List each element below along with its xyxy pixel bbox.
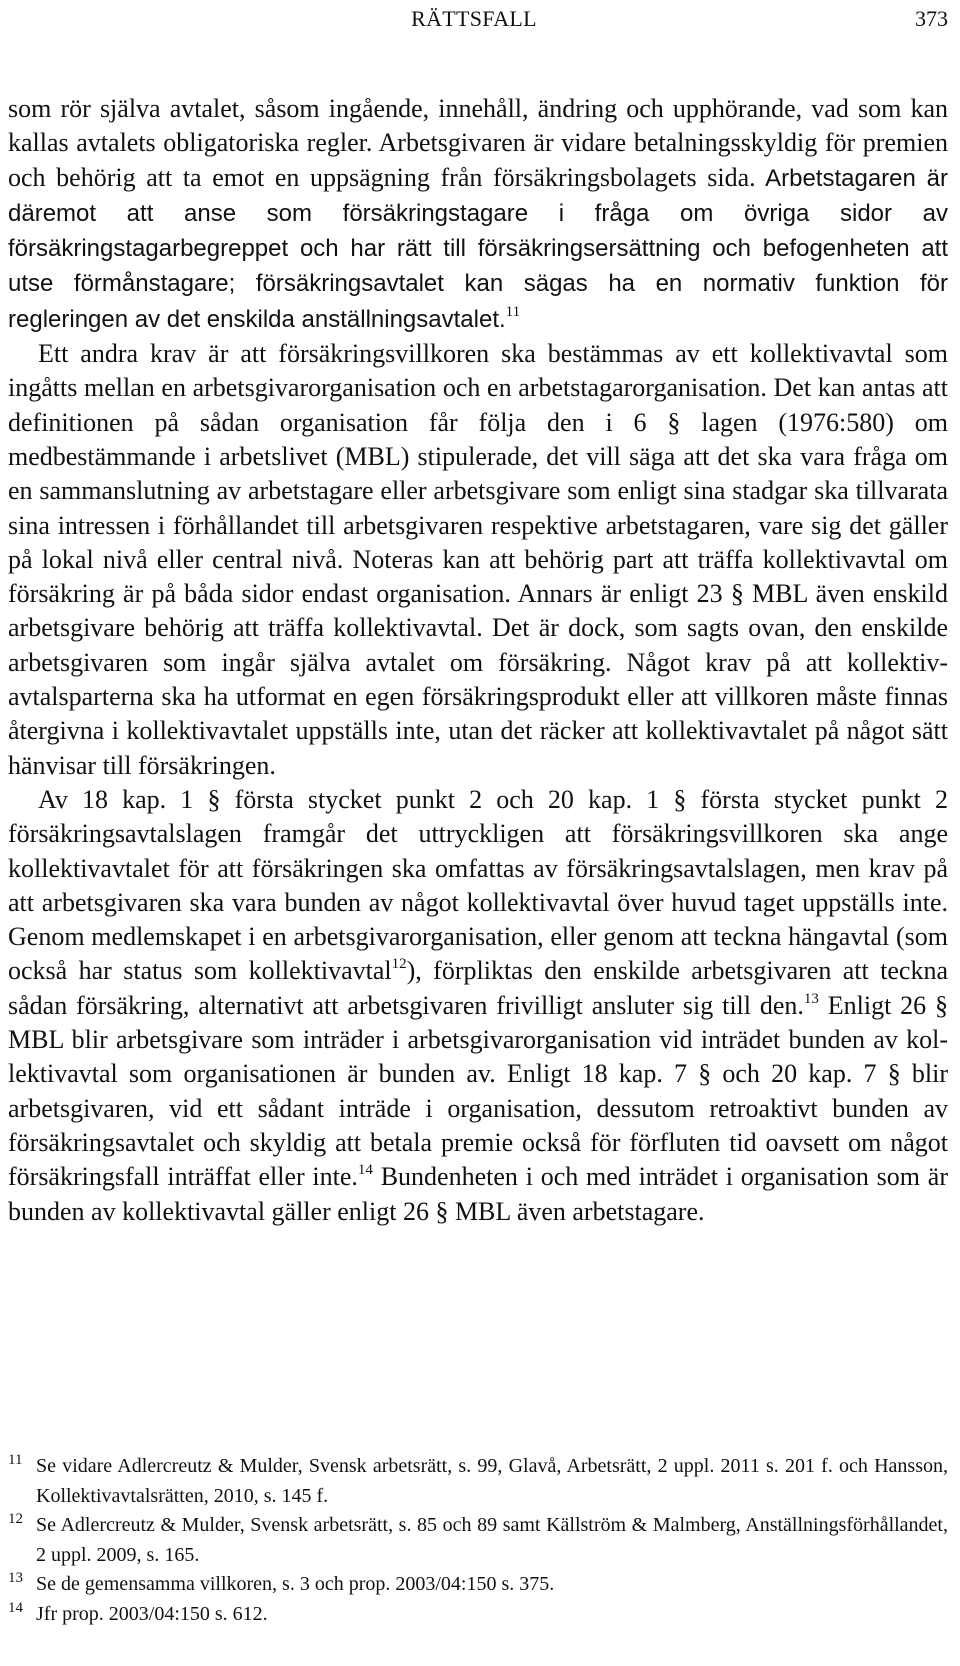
paragraph-3-part-c: Enligt 26 § MBL blir arbetsgivare som inträder i arbetsgivarorganisation vid inträdet bunden av kollektivavtal som organisationen är bunden av. Enligt 18 kap. 7 § och 20 kap. 7 § blir arbetsgivaren, vid ett sådant inträde i organisation, dessutom retroaktivt bunden av försäkringsavtalet och skyldig att betala premie också för förfluten tid oavsett om något försäkringsfall inträffat eller inte. xyxy=(8,990,948,1192)
footnote-number: 11 xyxy=(8,1452,23,1468)
footnote-11 xyxy=(8,1452,948,1511)
footnotes xyxy=(8,1452,948,1629)
paragraph-3-part-b: ), förpliktas den enskilde arbetsgivaren att teckna sådan försäkring, alternativt att arbetsgivaren frivilligt ansluter sig till den. xyxy=(8,956,948,1020)
paragraph-3-part-a: Av 18 kap. 1 § första stycket punkt 2 och 20 kap. 1 § första stycket punkt 2 försäkringsavtalslagen framgår det uttryckligen att försäkringsvillkoren ska ange kollektivavtalet för att försäkringen ska omfattas av försäkringsavtalslagen, men krav på att arbetsgivaren ska vara bunden av något kollektivavtal över huvud taget uppställs inte. Genom medlemskapet i en arbetsgivarorganisation, eller genom att teckna hängavtal (som också har status som kollektivavtal xyxy=(8,784,948,986)
running-header xyxy=(0,4,948,34)
page-number: 373 xyxy=(915,6,948,31)
footnote-12 xyxy=(8,1511,948,1570)
paragraph-2-text: Ett andra krav är att försäkringsvillkoren ska bestämmas av ett kollektivavtal som ingåtts mellan en arbetsgivarorganisation och en arbetstagarorganisation. Det kan antas att definitionen på sådan organisation får följa den i 6 § lagen (1976:580) om medbestämmande i arbetslivet (MBL) stipulerade, det vill säga att det ska vara fråga om en sammanslutning av arbetstagare eller arbetsgivare som enligt sina stadgar ska tillvarata sina intressen i förhållandet till arbetsgivaren respektive arbetstagaren, vare sig det gäller på lokal nivå eller central nivå. Noteras kan att behörig part att träffa kollektivavtal om försäkring är på båda sidor endast organisation. Annars är enligt 23 § MBL även enskild arbetsgivare behörig att träffa kollektivavtal. Det är dock, som sagts ovan, den enskilde arbetsgivaren som ingår själva avtalet om försäkring. Något krav på att kollektivavtalsparterna ska ha utformat en egen försäkringsprodukt eller att villkoren måste finnas återgivna i kollektivavtalet uppställs inte, utan det räcker att kollektivavtalet på något sätt hänvisar till försäkringen. xyxy=(8,339,948,780)
paragraph-3-part-d: Bundenheten i och med inträdet i organisation som är bunden av kollektivavtal gäller enligt 26 § MBL även arbetstagare. xyxy=(8,1162,948,1226)
footnote-number: 12 xyxy=(8,1511,23,1527)
footnote-14 xyxy=(8,1600,948,1630)
footnote-text: Se vidare Adlercreutz & Mulder, Svensk arbetsrätt, s. 99, Glavå, Arbetsrätt, 2 uppl. 2011 s. 201 f. och Hansson, Kollektivavtalsrätten, 2010, s. 145 f. xyxy=(36,1455,948,1507)
footnote-ref-13: 13 xyxy=(803,990,819,1007)
paragraph-1-part-b: Arbetstagaren är däremot att anse som försäkringstagare i fråga om övriga sidor av försäkringstagarbegreppet och har rätt till försäkringsersättning och befogenheten att utse förmånstagare; försäkringsavtalet kan sägas ha en normativ funktion för regleringen av det enskilda anställningsavtalet. xyxy=(8,164,948,333)
footnote-ref-12: 12 xyxy=(391,956,407,973)
footnote-13 xyxy=(8,1570,948,1600)
footnote-ref-14: 14 xyxy=(357,1162,373,1179)
running-title: RÄTTSFALL xyxy=(411,6,537,31)
footnote-number: 14 xyxy=(8,1599,23,1616)
paragraph-3 xyxy=(8,783,948,1229)
footnote-number: 13 xyxy=(8,1570,23,1586)
paragraph-1 xyxy=(8,92,948,337)
footnote-text: Jfr prop. 2003/04:150 s. 612. xyxy=(36,1602,268,1625)
footnote-text: Se Adlercreutz & Mulder, Svensk arbetsrätt, s. 85 och 89 samt Källström & Malmberg, Anställningsförhållandet, 2 uppl. 2009, s. 165. xyxy=(36,1514,948,1566)
footnote-ref-11: 11 xyxy=(505,303,521,320)
paragraph-1-part-a: som rör själva avtalet, såsom ingående, innehåll, ändring och upphörande, vad som kan kallas avtalets obligatoriska regler. Arbetsgivaren är vidare betalningsskyldig för premien och behörig att ta emot en uppsägning från försäkringsbolagets sida. xyxy=(8,94,948,192)
body-text xyxy=(8,92,948,1229)
footnote-text: Se de gemensamma villkoren, s. 3 och prop. 2003/04:150 s. 375. xyxy=(36,1573,555,1595)
paragraph-2 xyxy=(8,337,948,783)
